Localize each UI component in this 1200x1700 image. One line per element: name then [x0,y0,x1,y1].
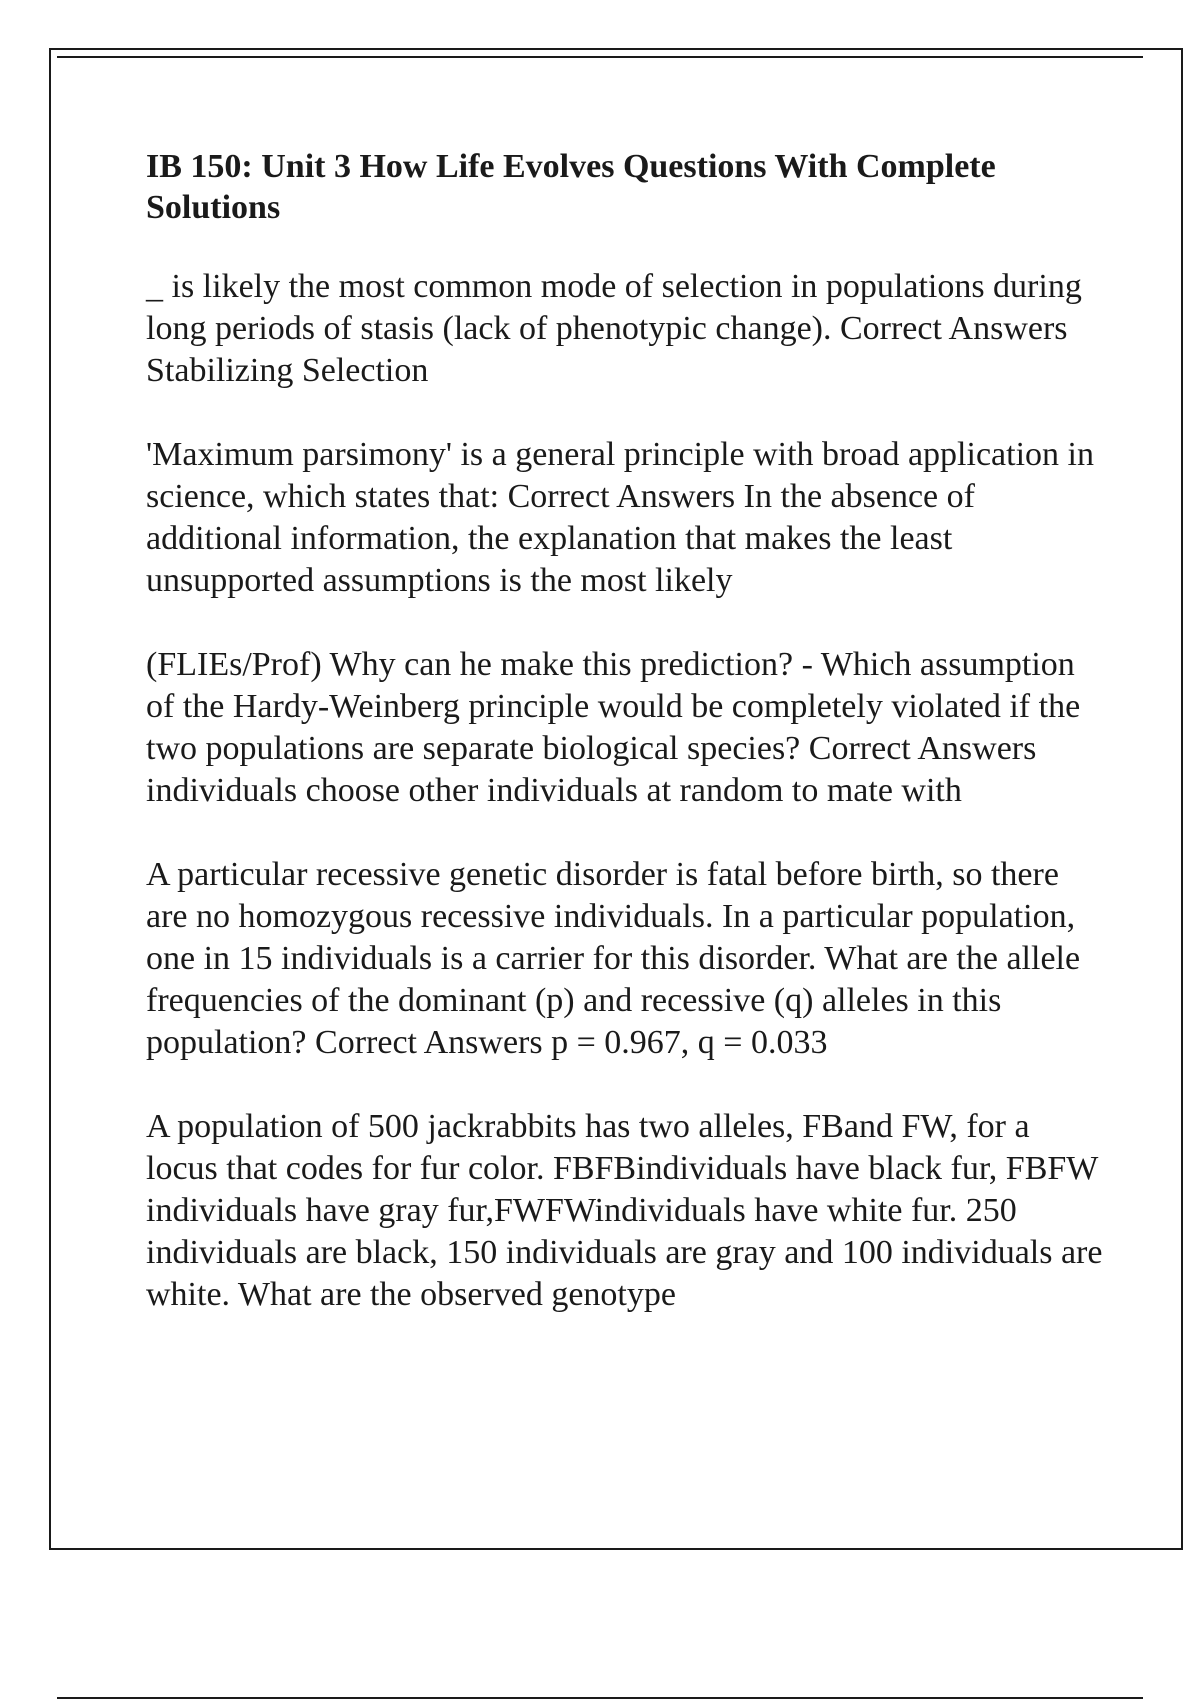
question-text: A particular recessive genetic disorder is fatal before birth, so there are no homozygous recessive individuals. In a particular population, one in 15 individuals is a carrier for this disorder. What are the allele frequencies of the dominant (p) and recessive (q) alleles in this population? [146,856,1081,1061]
answer-label: Correct Answers [808,730,1037,767]
answer-text: p = 0.967, q = 0.033 [551,1024,828,1061]
question-text: _ is likely the most common mode of selection in populations during long periods of stasis (lack of phenotypic change). [146,268,1082,347]
answer-text: Stabilizing Selection [146,352,429,389]
top-rule [57,56,1143,58]
question-text: 'Maximum parsimony' is a general principle with broad application in science, which states that: [146,436,1094,515]
qa-item-3 [146,644,1106,812]
bottom-rule [57,1697,1143,1699]
qa-item-4 [146,854,1106,1064]
answer-label: Correct Answers [315,1024,543,1061]
qa-item-1 [146,266,1106,392]
question-text: (FLIEs/Prof) Why can he make this prediction? - Which assumption of the Hardy-Weinberg principle would be completely violated if the two populations are separate biological species? [146,646,1081,767]
document-body [146,146,1106,1358]
answer-label: Correct Answers [839,310,1068,347]
answer-label: Correct Answers [507,478,736,515]
qa-item-2 [146,434,1106,602]
answer-text: In the absence of additional information, the explanation that makes the least unsupported assumptions is the most likely [146,478,975,599]
document-title: IB 150: Unit 3 How Life Evolves Questions With Complete Solutions [146,148,996,226]
question-text: A population of 500 jackrabbits has two alleles, FBand FW, for a locus that codes for fur color. FBFBindividuals have black fur, FBFW individuals have gray fur,FWFWindividuals have white fur. 250 individuals are black, 150 individuals are gray and 100 individuals are white. What are the observed genotype [146,1108,1103,1313]
qa-item-5 [146,1106,1106,1316]
answer-text: individuals choose other individuals at random to mate with [146,772,962,809]
